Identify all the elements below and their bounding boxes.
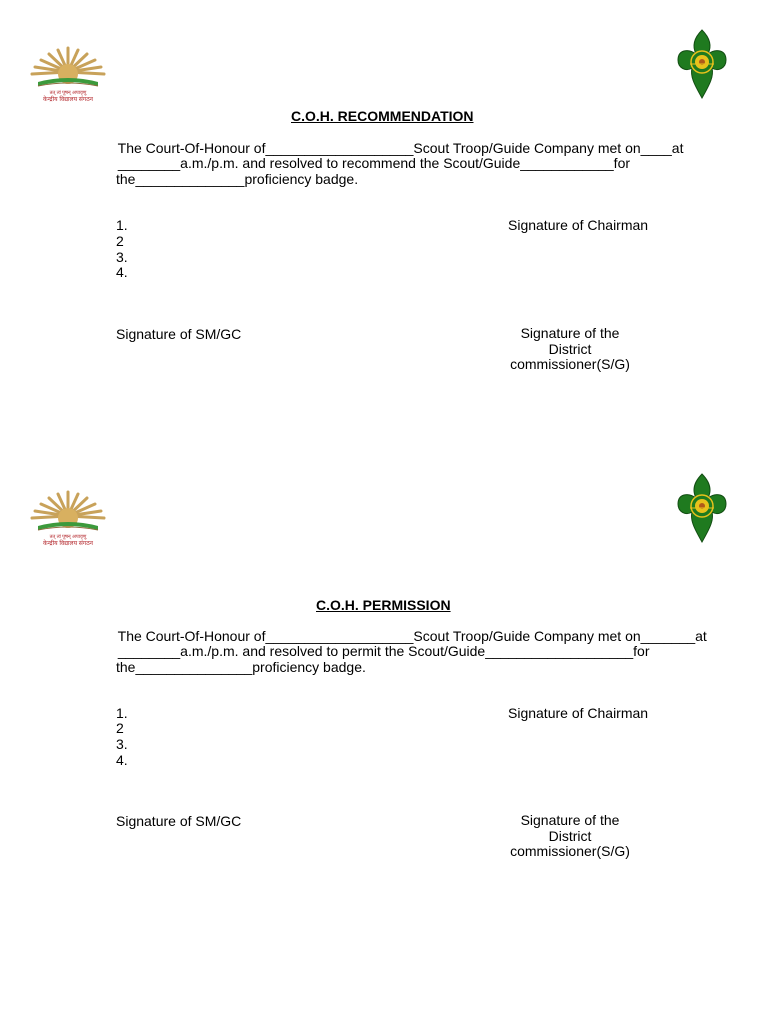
fleur-de-lis-icon [674, 472, 730, 544]
section2-title: C.O.H. PERMISSION [316, 597, 451, 613]
section2-commissioner-signature [500, 813, 640, 860]
commissioner-line-1: Signature of the [520, 812, 620, 828]
emblem-motto: तत् त्वं पूषन् अपावृणु [49, 534, 87, 540]
section2-body-line3: the_______________proficiency badge. [116, 659, 366, 675]
commissioner-line-2: District [548, 827, 592, 844]
section2-body-line1: The Court-Of-Honour of___________________Scout Troop/Guide Company met on_______at [114, 628, 707, 644]
section2-chairman-signature: Signature of Chairman [508, 705, 649, 721]
emblem-org-name: केन्द्रीय विद्यालय संगठन [42, 97, 94, 103]
section2-member-3: 3. [116, 736, 128, 752]
section2-member-1: 1. [116, 705, 128, 721]
sun-rays-icon [28, 488, 108, 534]
section1-sm-gc-signature: Signature of SM/GC [116, 326, 242, 342]
section2-sm-gc-signature: Signature of SM/GC [116, 813, 242, 829]
scout-guide-emblem [674, 472, 730, 544]
section1-commissioner-signature [500, 326, 640, 373]
sun-rays-icon [28, 44, 108, 90]
section1-member-2: 2 [116, 233, 124, 249]
section1-body-line1: The Court-Of-Honour of___________________Scout Troop/Guide Company met on____at [114, 140, 684, 156]
fleur-de-lis-icon [674, 28, 730, 100]
commissioner-line-3: commissioner(S/G) [510, 356, 630, 372]
section1-member-1: 1. [116, 217, 128, 233]
emblem-motto: तत् त्वं पूषन् अपावृणु [49, 90, 87, 96]
section1-body-line2: ________a.m./p.m. and resolved to recommend the Scout/Guide____________for [114, 155, 631, 171]
section1-body-line3: the______________proficiency badge. [116, 171, 359, 187]
commissioner-line-3: commissioner(S/G) [510, 843, 630, 859]
commissioner-line-1: Signature of the [520, 325, 620, 341]
emblem-org-name: केन्द्रीय विद्यालय संगठन [42, 541, 94, 547]
section1-title: C.O.H. RECOMMENDATION [291, 108, 474, 124]
section2-body-line2: ________a.m./p.m. and resolved to permit the Scout/Guide___________________for [114, 643, 650, 659]
scout-guide-emblem [674, 28, 730, 100]
section2-member-4: 4. [116, 752, 128, 768]
section1-member-3: 3. [116, 249, 128, 265]
section1-member-4: 4. [116, 264, 128, 280]
section1-chairman-signature: Signature of Chairman [508, 217, 649, 233]
kvs-logo [28, 488, 108, 550]
section2-member-2: 2 [116, 720, 124, 736]
commissioner-line-2: District [548, 340, 592, 357]
kvs-logo [28, 44, 108, 106]
